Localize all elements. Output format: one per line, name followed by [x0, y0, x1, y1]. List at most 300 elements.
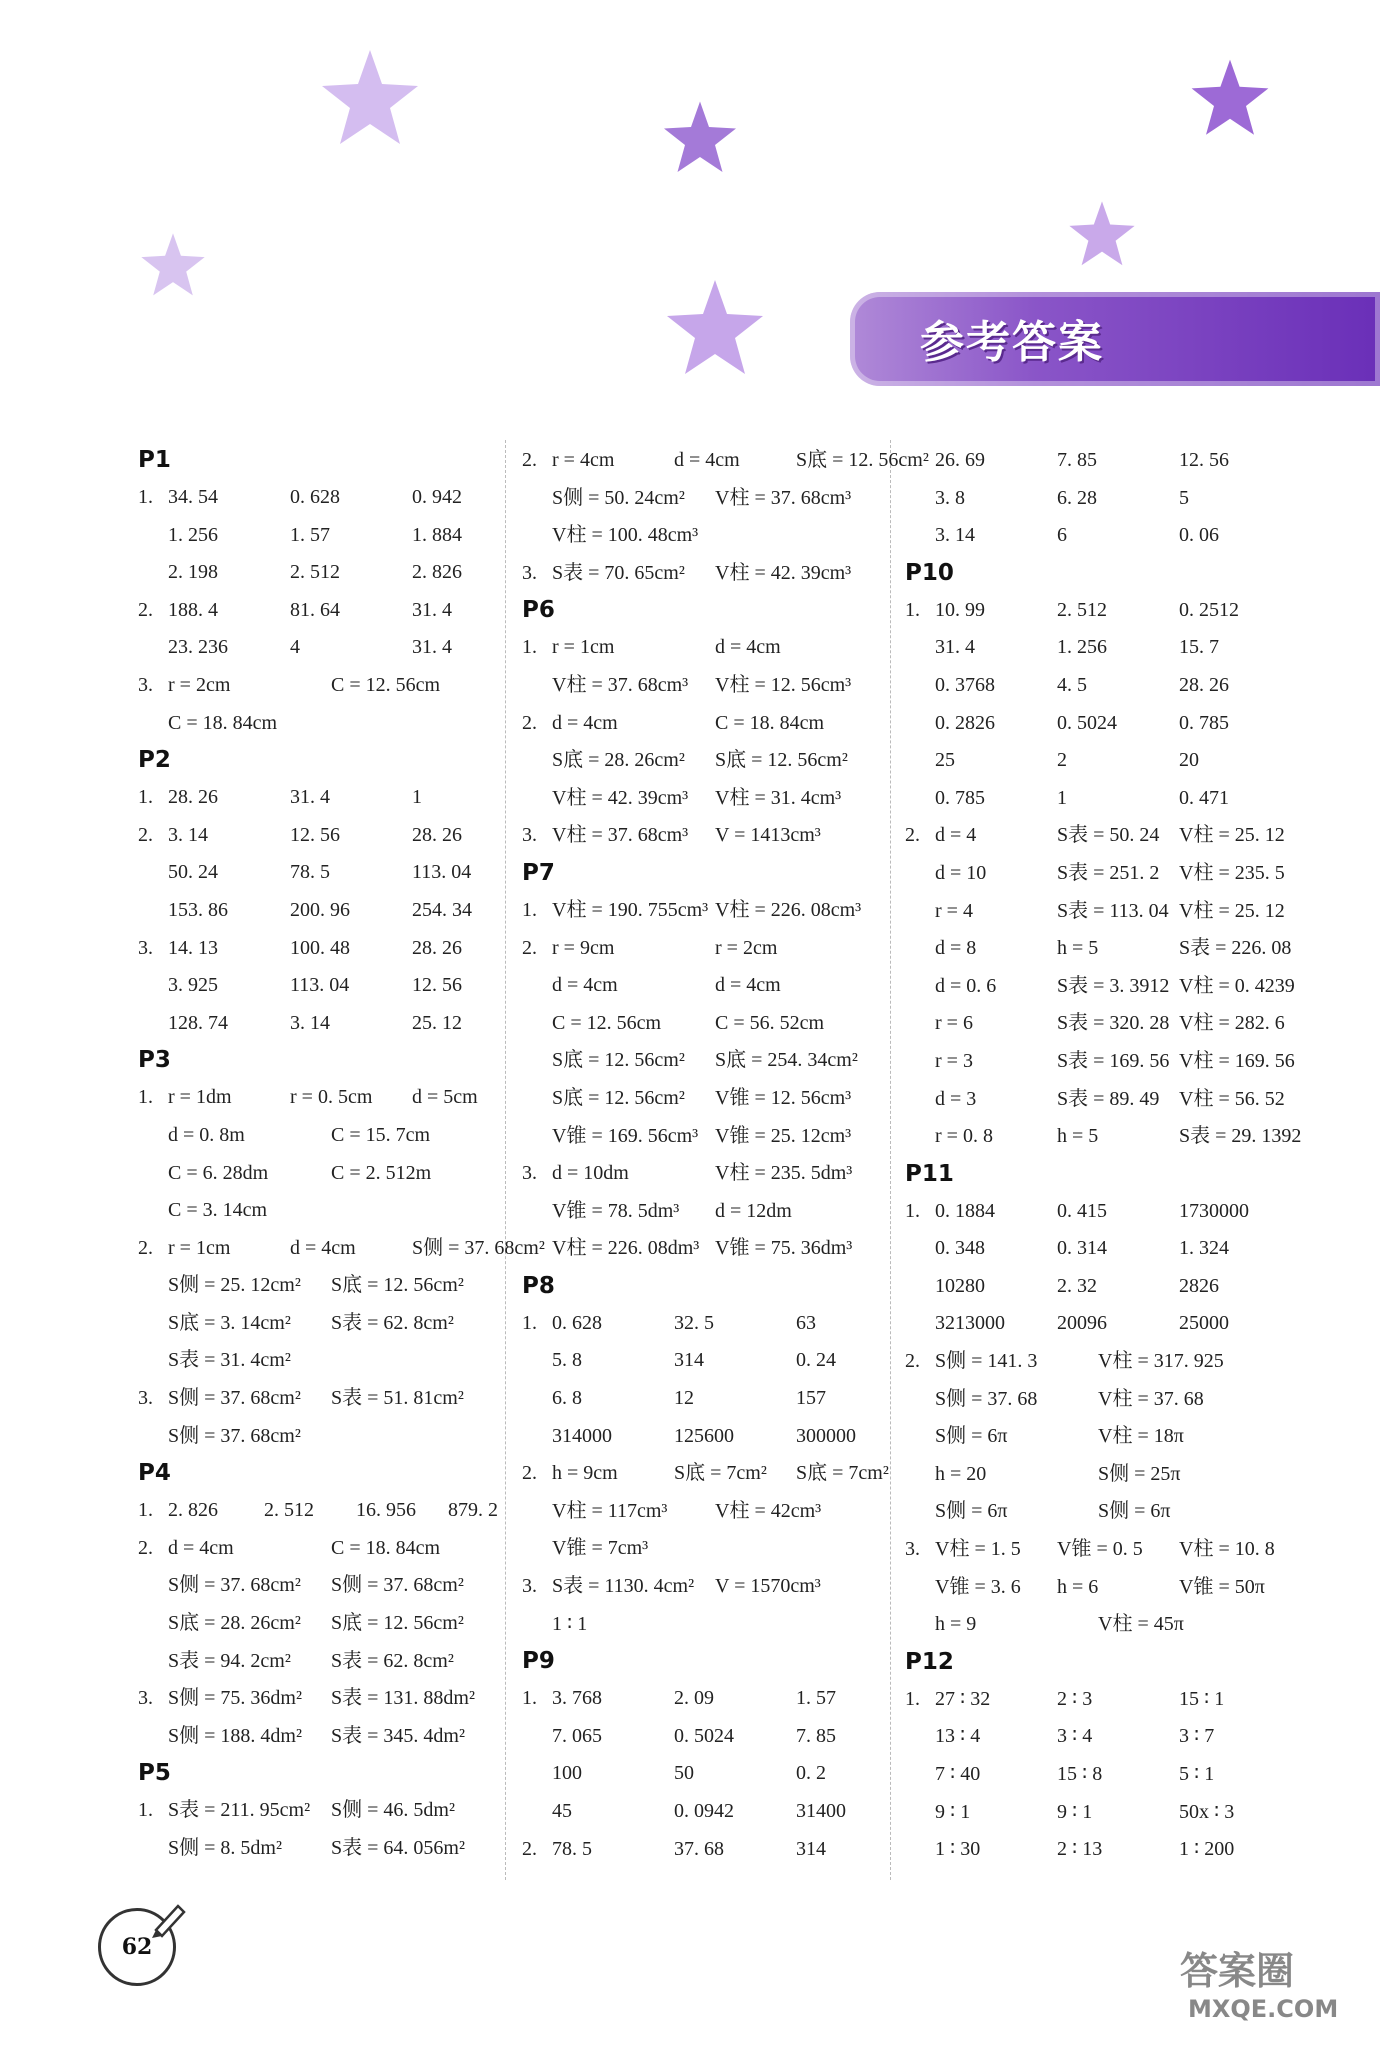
question-number	[905, 1381, 935, 1419]
answer-value: 2826	[1179, 1274, 1219, 1297]
question-number	[905, 480, 935, 518]
answer-row	[522, 629, 902, 667]
answer-row	[138, 1830, 518, 1868]
question-number	[138, 629, 168, 667]
answer-value: 0. 785	[1179, 711, 1229, 734]
answer-value: S侧 = 25. 12cm²	[168, 1274, 301, 1297]
answer-value: 157	[796, 1387, 826, 1410]
question-number: 3.	[138, 936, 153, 959]
answer-row	[138, 554, 518, 592]
answer-value: d = 4	[935, 824, 977, 847]
answer-value: V锥 = 25. 12cm³	[715, 1124, 852, 1147]
answer-row	[905, 817, 1285, 855]
answer-row	[905, 1756, 1285, 1794]
question-number	[522, 1755, 552, 1793]
answer-value: S侧 = 8. 5dm²	[168, 1837, 282, 1859]
question-number	[522, 1080, 552, 1118]
answer-value: S表 = 1130. 4cm²	[552, 1575, 695, 1598]
answer-value: 4	[290, 636, 300, 659]
answer-value: S底 = 7cm²	[796, 1462, 889, 1485]
star-decoration-1	[310, 48, 430, 148]
answer-value: V柱 = 226. 08dm³	[552, 1237, 700, 1260]
question-number	[522, 1718, 552, 1756]
answer-value: S底 = 12. 56cm²	[715, 749, 848, 772]
answer-row	[138, 705, 518, 743]
answer-value: d = 10dm	[552, 1162, 629, 1185]
section-title: P5	[138, 1760, 171, 1787]
answer-value: 9 ∶ 1	[1057, 1800, 1093, 1823]
answer-value: 31. 4	[412, 636, 452, 659]
section-title: P2	[138, 747, 171, 774]
answer-row	[522, 1793, 902, 1831]
answer-value: 15 ∶ 1	[1179, 1687, 1225, 1710]
answer-value: 5 ∶ 1	[1179, 1763, 1215, 1785]
answer-value: 1	[412, 786, 422, 809]
answer-value: r = 0. 8	[935, 1125, 993, 1148]
answer-row	[522, 1418, 902, 1456]
question-number	[138, 705, 168, 743]
answer-value: V柱 = 45π	[1098, 1613, 1184, 1636]
answer-value: 0. 5024	[1057, 711, 1117, 734]
answer-value: 1. 57	[796, 1687, 836, 1710]
answer-row	[522, 930, 902, 968]
answer-row	[905, 592, 1285, 630]
answer-value: 0. 5024	[674, 1724, 734, 1747]
answer-value: 31. 4	[290, 786, 330, 809]
answer-value: 200. 96	[290, 898, 350, 921]
question-number	[138, 1342, 168, 1380]
answer-row	[905, 1794, 1285, 1832]
answer-row	[522, 1568, 902, 1606]
answer-value: 50x ∶ 3	[1179, 1800, 1235, 1823]
answer-value: V锥 = 169. 56cm³	[552, 1124, 699, 1147]
answer-value: S侧 = 6π	[935, 1500, 1008, 1523]
answer-value: C = 18. 84cm	[168, 711, 278, 734]
question-number	[522, 1230, 552, 1268]
answer-value: 300000	[796, 1424, 856, 1447]
question-number: 2.	[905, 1350, 920, 1373]
answer-value: S底 = 12. 56cm²	[331, 1274, 464, 1297]
answer-value: 32. 5	[674, 1311, 714, 1334]
question-number	[905, 1118, 935, 1156]
answer-row	[905, 1230, 1285, 1268]
answer-value: 25000	[1179, 1312, 1229, 1335]
question-number	[138, 892, 168, 930]
answer-value: S底 = 7cm²	[674, 1462, 767, 1485]
star-decoration-4	[1068, 200, 1136, 268]
answer-value: d = 4cm	[290, 1236, 356, 1259]
question-number: 2.	[522, 1837, 537, 1860]
question-number	[905, 930, 935, 968]
answer-value: 2. 512	[1057, 598, 1107, 621]
section-title: P12	[905, 1648, 954, 1675]
answer-value: 13 ∶ 4	[935, 1725, 981, 1748]
answer-value: S表 = 251. 2	[1057, 861, 1160, 884]
answer-value: C = 2. 512m	[331, 1161, 432, 1184]
answer-value: S表 = 51. 81cm²	[331, 1387, 464, 1410]
answer-value: V柱 = 169. 56	[1179, 1049, 1295, 1072]
answer-value: C = 6. 28dm	[168, 1161, 269, 1184]
answer-value: 28. 26	[168, 786, 218, 809]
section-title: P4	[138, 1460, 171, 1487]
answer-value: S表 = 169. 56	[1057, 1049, 1170, 1072]
answer-value: 2 ∶ 3	[1057, 1687, 1093, 1710]
pencil-icon	[150, 1898, 190, 1938]
answer-value: 10280	[935, 1274, 985, 1297]
answer-value: S侧 = 37. 68cm²	[168, 1574, 301, 1597]
question-number: 1.	[138, 786, 153, 809]
answer-row	[138, 967, 518, 1005]
answer-value: 23. 236	[168, 636, 228, 659]
answer-value: S表 = 64. 056m²	[331, 1837, 465, 1859]
question-number	[138, 1643, 168, 1681]
answer-value: S表 = 320. 28	[1057, 1012, 1170, 1035]
answer-value: 3. 8	[935, 486, 965, 509]
answer-row	[905, 1718, 1285, 1756]
answer-value: 0. 785	[935, 786, 985, 809]
answer-value: V锥 = 50π	[1179, 1575, 1265, 1598]
question-number	[905, 1043, 935, 1081]
answer-value: V柱 = 31. 4cm³	[715, 786, 842, 809]
answer-row	[138, 779, 518, 817]
answer-value: d = 12dm	[715, 1199, 792, 1222]
answer-value: 100. 48	[290, 936, 350, 959]
answer-value: 7 ∶ 40	[935, 1763, 981, 1785]
answer-value: S侧 = 50. 24cm²	[552, 486, 685, 509]
answer-row	[905, 1305, 1285, 1343]
answer-value: V柱 = 25. 12	[1179, 824, 1285, 847]
question-number: 3.	[138, 1687, 153, 1710]
answer-row	[138, 1605, 518, 1643]
question-number	[522, 1606, 552, 1644]
answer-value: r = 4	[935, 899, 973, 922]
answer-row	[138, 1305, 518, 1343]
answer-value: V柱 = 42. 39cm³	[552, 786, 689, 809]
answer-value: 7. 065	[552, 1724, 602, 1747]
question-number: 1.	[138, 486, 153, 508]
answer-value: 2. 32	[1057, 1274, 1097, 1297]
answer-section	[138, 1455, 518, 1755]
answer-value: r = 0. 5cm	[290, 1086, 373, 1109]
question-number	[138, 1117, 168, 1155]
answer-value: r = 2cm	[715, 936, 778, 959]
answer-value: 5. 8	[552, 1349, 582, 1372]
question-number	[138, 854, 168, 892]
answer-row	[138, 1267, 518, 1305]
answer-value: S侧 = 37. 68cm²	[168, 1387, 301, 1410]
question-number	[905, 1606, 935, 1644]
answer-value: S侧 = 37. 68cm²	[168, 1424, 301, 1447]
star-decoration-5	[138, 232, 208, 298]
question-number	[522, 1118, 552, 1156]
question-number	[905, 629, 935, 667]
question-number	[138, 1418, 168, 1456]
question-number: 2.	[138, 1536, 153, 1559]
question-number	[522, 1342, 552, 1380]
question-number	[905, 1005, 935, 1043]
answer-value: 3. 14	[935, 524, 975, 547]
answer-value: V锥 = 12. 56cm³	[715, 1086, 852, 1109]
answer-value: C = 18. 84cm	[715, 711, 825, 734]
answer-value: h = 6	[1057, 1575, 1099, 1598]
answer-row	[138, 1230, 545, 1268]
question-number	[905, 968, 935, 1006]
answer-value: S底 = 254. 34cm²	[715, 1049, 858, 1072]
answer-row	[138, 1792, 518, 1830]
answer-value: S侧 = 141. 3	[935, 1350, 1038, 1373]
answer-value: V柱 = 37. 68cm³	[552, 673, 689, 696]
answer-value: 0. 3768	[935, 673, 995, 696]
question-number: 1.	[522, 898, 537, 921]
answer-value: V柱 = 282. 6	[1179, 1012, 1285, 1035]
answer-row	[905, 667, 1285, 705]
answer-value: V柱 = 42cm³	[715, 1499, 822, 1522]
question-number	[522, 1193, 552, 1231]
answer-value: d = 4cm	[715, 636, 781, 659]
answer-value: S表 = 211. 95cm²	[168, 1799, 311, 1822]
answer-value: 12. 56	[290, 823, 340, 846]
answer-value: S表 = 94. 2cm²	[168, 1649, 291, 1672]
answer-row	[905, 1005, 1285, 1043]
question-number	[905, 517, 935, 555]
question-number	[905, 1418, 935, 1456]
answer-value: C = 12. 56cm	[552, 1011, 662, 1034]
question-number: 2.	[522, 711, 537, 734]
answer-row	[138, 1718, 518, 1756]
question-number	[138, 1718, 168, 1756]
question-number	[138, 1830, 168, 1868]
answer-row	[905, 893, 1285, 931]
answer-value: V柱 = 1. 5	[935, 1538, 1021, 1561]
answer-row	[905, 629, 1285, 667]
answer-value: V柱 = 18π	[1098, 1425, 1184, 1448]
answer-value: S底 = 12. 56cm²	[796, 449, 929, 471]
answer-value: 0. 0942	[674, 1800, 734, 1822]
answer-row	[522, 1718, 902, 1756]
question-number	[905, 1493, 935, 1531]
answer-section	[522, 855, 902, 1268]
answer-row	[905, 1681, 1285, 1719]
answer-value: h = 20	[935, 1462, 987, 1485]
answer-row	[138, 667, 518, 705]
answer-section	[522, 442, 929, 592]
answer-value: V = 1413cm³	[715, 824, 821, 847]
watermark-url: MXQE.COM	[1188, 1995, 1339, 2023]
answer-value: 0. 2826	[935, 711, 995, 734]
answer-row	[905, 930, 1292, 968]
answer-value: V锥 = 78. 5dm³	[552, 1199, 680, 1222]
answer-value: 113. 04	[412, 861, 472, 884]
answer-section	[522, 1643, 902, 1868]
answer-value: 28. 26	[1179, 673, 1229, 696]
answer-row	[905, 1493, 1285, 1531]
answer-section	[905, 1644, 1285, 1869]
question-number	[138, 554, 168, 592]
question-number: 3.	[905, 1538, 920, 1561]
answer-value: 0. 1884	[935, 1199, 995, 1222]
section-title: P1	[138, 447, 171, 473]
question-number	[138, 1567, 168, 1605]
answer-value: V柱 = 25. 12	[1179, 899, 1285, 922]
question-number: 2.	[522, 1462, 537, 1485]
answer-row	[138, 479, 518, 517]
answer-row	[522, 1230, 902, 1268]
question-number: 3.	[522, 824, 537, 847]
question-number: 2.	[138, 1236, 153, 1259]
question-number	[905, 705, 935, 743]
answer-value: 2. 826	[168, 1499, 218, 1522]
answer-value: h = 9cm	[552, 1462, 618, 1485]
answer-value: 314	[796, 1837, 826, 1860]
page-title: 参考答案	[920, 317, 1104, 368]
question-number	[905, 1230, 935, 1268]
answer-value: 20	[1179, 749, 1199, 772]
question-number	[905, 1305, 935, 1343]
answer-value: 81. 64	[290, 598, 340, 621]
question-number	[138, 1305, 168, 1343]
answer-value: V锥 = 3. 6	[935, 1575, 1021, 1598]
answer-row	[905, 742, 1285, 780]
answer-row	[522, 1680, 902, 1718]
question-number: 2.	[522, 936, 537, 959]
answer-value: 0. 314	[1057, 1237, 1107, 1260]
answer-value: S表 = 62. 8cm²	[331, 1311, 454, 1334]
answer-value: 5	[1179, 486, 1189, 509]
answer-row	[138, 1192, 518, 1230]
question-number: 3.	[138, 1387, 153, 1410]
answer-value: 12. 56	[1179, 449, 1229, 471]
answer-row	[522, 1606, 902, 1644]
answer-value: V柱 = 0. 4239	[1179, 974, 1295, 997]
answer-value: 2. 198	[168, 561, 218, 584]
answer-section	[522, 592, 902, 855]
answer-row	[522, 967, 902, 1005]
question-number	[522, 1530, 552, 1568]
answer-value: 3. 14	[168, 823, 208, 846]
answer-value: d = 10	[935, 861, 987, 884]
answer-value: S底 = 28. 26cm²	[168, 1612, 301, 1635]
answer-value: 1. 324	[1179, 1237, 1229, 1260]
answer-value: 2 ∶ 13	[1057, 1838, 1103, 1861]
question-number	[522, 742, 552, 780]
section-title: P9	[522, 1648, 555, 1675]
answer-value: 26. 69	[935, 449, 985, 471]
answer-value: V锥 = 0. 5	[1057, 1538, 1143, 1561]
answer-value: 25	[935, 749, 955, 772]
question-number: 1.	[522, 1311, 537, 1334]
question-number	[522, 1493, 552, 1531]
answer-value: S表 = 113. 04	[1057, 899, 1169, 922]
answer-row	[138, 1380, 518, 1418]
answer-value: 1. 57	[290, 523, 330, 546]
answer-row	[138, 1155, 518, 1193]
section-title: P6	[522, 597, 555, 624]
question-number: 3.	[138, 673, 153, 696]
answer-value: S侧 = 25π	[1098, 1462, 1181, 1485]
answer-value: 314000	[552, 1424, 612, 1447]
answer-value: 3. 768	[552, 1687, 602, 1710]
answer-value: 0. 471	[1179, 786, 1229, 809]
answer-value: S侧 = 75. 36dm²	[168, 1687, 302, 1710]
question-number	[522, 1793, 552, 1831]
answer-value: d = 3	[935, 1087, 977, 1110]
section-title: P3	[138, 1047, 171, 1074]
answer-row	[905, 442, 1285, 480]
answer-value: V柱 = 56. 52	[1179, 1087, 1285, 1110]
answer-value: r = 9cm	[552, 936, 615, 959]
answer-value: d = 5cm	[412, 1086, 478, 1109]
answer-value: S表 = 70. 65cm²	[552, 561, 685, 584]
answer-value: S表 = 226. 08	[1179, 937, 1292, 960]
answer-row	[522, 1455, 902, 1493]
answer-value: 0. 942	[412, 486, 462, 508]
answer-row	[905, 480, 1285, 518]
answer-value: 3 ∶ 4	[1057, 1725, 1093, 1748]
answer-row	[138, 1117, 518, 1155]
answer-value: 0. 348	[935, 1237, 985, 1260]
star-decoration-2	[660, 100, 740, 175]
answer-row	[905, 1569, 1285, 1607]
answer-row	[522, 817, 902, 855]
answer-row	[522, 1080, 902, 1118]
answer-value: d = 0. 8m	[168, 1123, 245, 1146]
answer-row	[905, 1043, 1295, 1081]
answer-value: 28. 26	[412, 936, 462, 959]
question-number	[905, 442, 935, 480]
answer-row	[522, 1831, 902, 1869]
question-number	[522, 1380, 552, 1418]
answer-value: 188. 4	[168, 598, 218, 621]
answer-row	[905, 1456, 1285, 1494]
answer-row	[522, 667, 902, 705]
answer-value: S表 = 29. 1392	[1179, 1125, 1302, 1148]
answer-value: r = 4cm	[552, 449, 615, 471]
question-number	[905, 742, 935, 780]
answer-row	[138, 592, 518, 630]
answer-value: V柱 = 190. 755cm³	[552, 898, 709, 921]
answer-value: 1 ∶ 200	[1179, 1838, 1235, 1861]
answer-section	[138, 742, 518, 1042]
question-number	[905, 1569, 935, 1607]
question-number	[905, 667, 935, 705]
answer-row	[138, 1530, 518, 1568]
question-number	[905, 1831, 935, 1869]
answer-row	[905, 1531, 1285, 1569]
answer-value: 6. 28	[1057, 486, 1097, 509]
answer-value: 50	[674, 1762, 694, 1785]
question-number	[522, 967, 552, 1005]
answer-value: S侧 = 188. 4dm²	[168, 1724, 302, 1747]
answer-value: 31. 4	[935, 636, 975, 659]
answer-key-banner	[850, 292, 1380, 386]
page-number: 62	[98, 1908, 176, 1986]
answer-row	[905, 1118, 1302, 1156]
answer-row	[905, 1381, 1285, 1419]
answer-value: 15 ∶ 8	[1057, 1763, 1103, 1785]
watermark-logo-text: 答案圈	[1180, 1949, 1295, 1993]
answer-value: 6	[1057, 524, 1067, 547]
answer-value: 31400	[796, 1800, 846, 1822]
section-title: P7	[522, 859, 555, 886]
answer-value: V锥 = 75. 36dm³	[715, 1237, 853, 1260]
question-number	[138, 1267, 168, 1305]
answer-row	[522, 705, 902, 743]
answer-row	[522, 1042, 902, 1080]
answer-row	[905, 1831, 1285, 1869]
answer-row	[138, 1005, 518, 1043]
answer-value: V柱 = 37. 68cm³	[552, 824, 689, 847]
answer-column-right	[905, 442, 1302, 1869]
